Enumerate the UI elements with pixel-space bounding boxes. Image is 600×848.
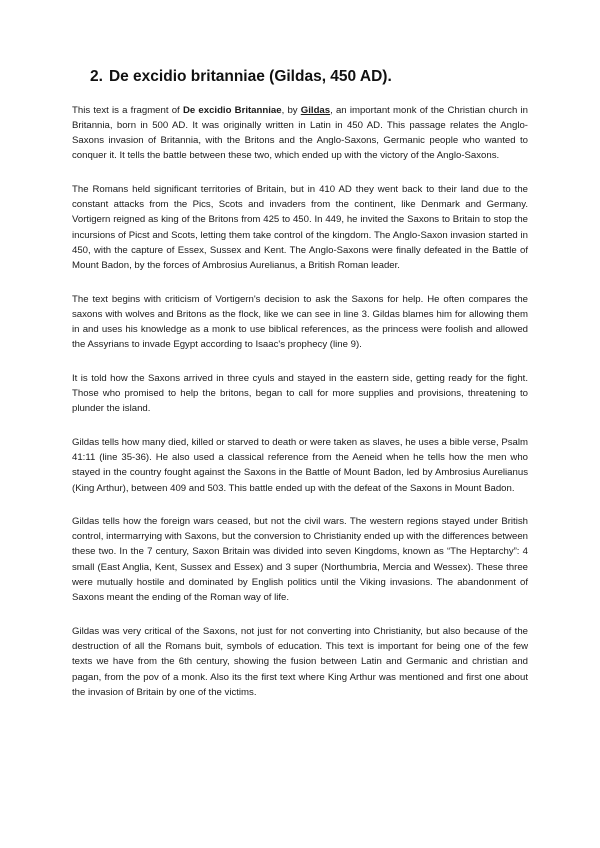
intro-paragraph [72,103,528,164]
intro-text-rest: , an important monk of the Christian church in Britannia, born in 500 AD. It was originally written in Latin in 450 AD. This passage relates the Anglo-Saxons invasion of Britannia, with the Britons and the Anglo-Saxons, Germanic people who wanted to conquer it. It tells the battle between these two, which ended up with the victory of the Anglo-Saxons. [72,104,528,162]
paragraph-romans: The Romans held significant territories of Britain, but in 410 AD they went back to their land due to the constant attacks from the Pics, Scots and invaders from the continent, like Denmark and Germany. Vortigern reigned as king of the Britons from 425 to 450. In 449, he invited the Saxons to Britain to stop the incursions of Picst and Scots, letting them take control of the kingdom. The Anglo-Saxon invasion started in 450, with the capture of Essex, Sussex and Kent. The Anglo-Saxons were finally defeated in the Battle of Mount Badon, by the forces of Ambrosius Aurelianus, a British Roman leader. [72,183,528,272]
document-page [72,68,528,700]
section-title: De excidio britanniae (Gildas, 450 AD). [108,68,392,85]
paragraph-battle: Gildas tells how many died, killed or starved to death or were taken as slaves, he uses a bible verse, Psalm 41:11 (line 35-36). He also used a classical reference from the Aeneid when he tells how the men who stayed in the country fought against the Saxons in the Battle of Mount Badon, led by Ambrosius Aurelianus (King Arthur), between 409 and 503. This battle ended up with the defeat of the Saxons in Mount Badon. [72,436,528,494]
paragraph-conclusion: Gildas was very critical of the Saxons, not just for not converting into Christianity, but also because of the destruction of all the Romans buit, symbols of education. This text is important for being one of the few texts we have from the 6th century, showing the fusion between Latin and Germanic and christian and pagan, from the pov of a monk. Also its the first text where King Arthur was mentioned and first one about the invasion of Britain by one of the victims. [72,625,528,698]
paragraph-criticism: The text begins with criticism of Vortigern's decision to ask the Saxons for help. He often compares the saxons with wolves and Britons as the flock, like we can see in line 3. Gildas blames him for allowing them in and uses his knowledge as a monk to use biblical references, as the princess were foolish and allowed the Assyrians to invade Egypt according to Isaac's prophecy (line 9). [72,293,528,351]
section-number: 2. [90,68,103,85]
intro-text-by: , by [281,104,301,116]
work-title: De excidio Britanniae [182,104,282,116]
section-heading [90,68,528,87]
paragraph-heptarchy: Gildas tells how the foreign wars ceased, but not the civil wars. The western regions stayed under British control, intermarrying with Saxons, but the conversion to Christianity ended up with the differences between these two. In the 7 century, Saxon Britain was divided into seven Kingdoms, known as “The Heptarchy”: 4 small (East Anglia, Kent, Sussex and Essex) and 3 super (Northumbria, Mercia and Wessex). These three were mutually hostile and dominated by English politics until the Viking invasions. The abandonment of Saxons meant the ending of the Roman way of life. [72,515,528,604]
author-link[interactable]: Gildas [300,104,331,116]
paragraph-arrival: It is told how the Saxons arrived in three cyuls and stayed in the eastern side, getting ready for the fight. Those who promised to help the britons, began to call for more supplies and provisions, threatening to plunder the island. [72,372,528,415]
intro-text-start: This text is a fragment of [72,104,183,116]
